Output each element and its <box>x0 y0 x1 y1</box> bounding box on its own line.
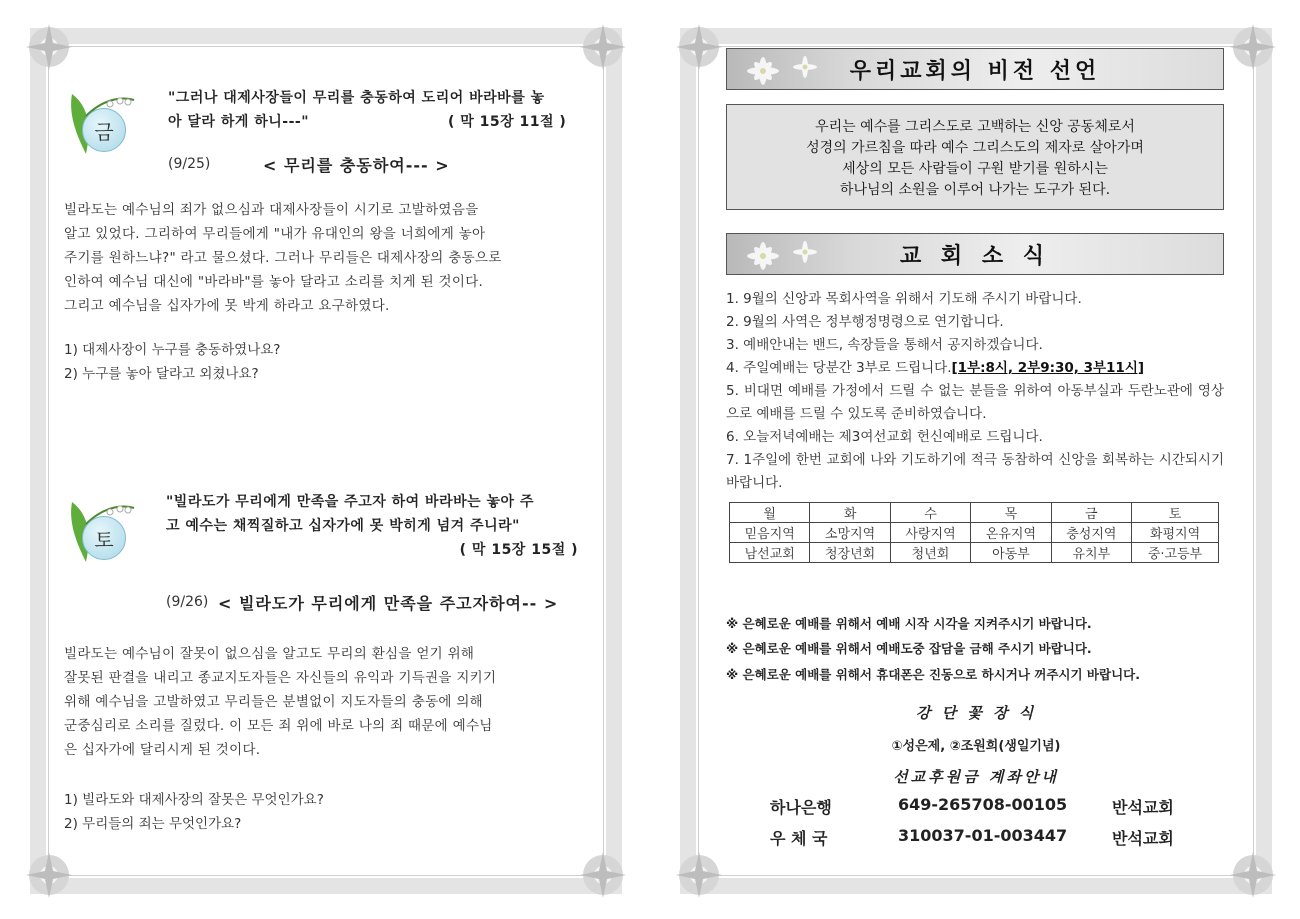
news-item-worship-times <box>726 357 1224 380</box>
quote-line: 고 예수는 채찍질하고 십자가에 못 박히게 넘겨 주니라" <box>166 518 520 534</box>
table-cell: 온유지역 <box>971 523 1051 543</box>
table-header: 수 <box>890 503 970 523</box>
table-cell: 유치부 <box>1051 543 1131 563</box>
frame-border-top <box>30 28 622 44</box>
corner-flourish-icon <box>22 20 76 74</box>
devotional-body <box>64 642 586 762</box>
body-line: 빌라도는 예수님의 죄가 없으심과 대제사장들이 시기로 고발하였음을 <box>64 202 479 218</box>
right-page <box>680 28 1272 894</box>
table-header: 토 <box>1132 503 1219 523</box>
bank-name: 우 체 국 <box>770 829 828 848</box>
worship-notice: ※ 은혜로운 예배를 위해서 예배도중 잡담을 금해 주시기 바랍니다. <box>726 641 1092 656</box>
day-badge: 토 <box>82 516 126 560</box>
news-item: 3. 예배안내는 밴드, 속장들을 통해서 공지하겠습니다. <box>726 337 1043 353</box>
lily-badge-friday <box>66 86 146 166</box>
worship-notice: ※ 은혜로운 예배를 위해서 휴대폰은 진동으로 하시거나 꺼주시기 바랍니다. <box>726 667 1140 682</box>
body-line: 인하여 예수님 대신에 "바라바"를 놓아 달라고 소리를 치게 된 것이다. <box>64 274 484 290</box>
worship-times: [1부:8시, 2부9:30, 3부11시] <box>951 360 1145 376</box>
frame-border-bottom <box>680 878 1272 894</box>
table-header: 금 <box>1051 503 1131 523</box>
account-number: 649-265708-00105 <box>898 795 1068 814</box>
news-banner <box>726 233 1224 275</box>
corner-flourish-icon <box>672 20 726 74</box>
daisy-flowers-icon <box>733 53 843 89</box>
news-title: 교 회 소 식 <box>900 243 1050 269</box>
table-cell: 청년회 <box>890 543 970 563</box>
entry-date: (9/26) <box>166 594 209 610</box>
question: 1) 대제사장이 누구를 충동하였나요? <box>64 342 281 358</box>
entry-subtitle: < 빌라도가 무리에게 만족을 주고자하여-- > <box>218 594 559 613</box>
frame-border-right <box>1256 28 1272 894</box>
news-item: 6. 오늘저녁예배는 제3여선교회 헌신예배로 드립니다. <box>726 429 1043 445</box>
table-header: 목 <box>971 503 1051 523</box>
bank-account-title: 선교후원금 계좌안내 <box>893 768 1059 786</box>
question-list <box>64 338 280 386</box>
body-line: 잘못된 판결을 내리고 종교지도자들은 자신들의 유익과 기득권을 지키기 <box>64 670 497 686</box>
vision-banner <box>726 48 1224 90</box>
table-cell: 아동부 <box>971 543 1051 563</box>
frame-border-right <box>606 28 622 894</box>
vision-line: 우리는 예수를 그리스도로 고백하는 신앙 공동체로서 <box>815 119 1135 135</box>
scripture-quote <box>166 490 590 562</box>
vision-line: 성경의 가르침을 따라 예수 그리스도의 제자로 살아가며 <box>806 140 1144 156</box>
news-item: 2. 9월의 사역은 정부행정명령으로 연기합니다. <box>726 314 1004 330</box>
table-header: 월 <box>730 503 810 523</box>
table-cell: 소망지역 <box>810 523 890 543</box>
table-cell: 사랑지역 <box>890 523 970 543</box>
news-item: 5. 비대면 예배를 가정에서 드릴 수 없는 분들을 위하여 아동부실과 두란노관에 영상으로 예배를 드릴 수 있도록 준비하였습니다. <box>726 383 1224 422</box>
news-item-text: 4. 주일예배는 당분간 3부로 드립니다. <box>726 360 952 376</box>
body-line: 은 십자가에 달리시게 된 것이다. <box>64 742 261 758</box>
vision-line: 하나님의 소원을 이루어 나가는 도구가 된다. <box>839 182 1111 198</box>
church-news-list <box>726 288 1224 495</box>
corner-flourish-icon <box>1226 20 1280 74</box>
altar-flowers-title: 강 단 꽃 장 식 <box>915 704 1037 722</box>
news-item: 1. 9월의 신앙과 목회사역을 위해서 기도해 주시기 바랍니다. <box>726 291 1082 307</box>
table-cell: 청장년회 <box>810 543 890 563</box>
frame-border-bottom <box>30 878 622 894</box>
scripture-reference: ( 막 15장 11절 ) <box>448 114 567 130</box>
news-item: 7. 1주일에 한번 교회에 나와 기도하기에 적극 동참하여 신앙을 회복하는 시간되시기 바랍니다. <box>726 452 1224 491</box>
table-header-row <box>730 503 1219 523</box>
corner-flourish-icon <box>576 848 630 902</box>
altar-flowers-names: ①성은제, ②조원희(생일기념) <box>891 739 1061 754</box>
frame-border-left <box>30 28 46 894</box>
body-line: 주기를 원하느냐?" 라고 물으셨다. 그러나 무리들은 대제사장의 충동으로 <box>64 250 502 266</box>
devotional-body <box>64 198 586 318</box>
lily-badge-saturday <box>66 494 146 574</box>
question: 2) 무리들의 죄는 무엇인가요? <box>64 816 242 832</box>
table-cell: 남선교회 <box>730 543 810 563</box>
frame-border-left <box>680 28 696 894</box>
quote-line-container <box>168 110 588 134</box>
table-header: 화 <box>810 503 890 523</box>
question-list <box>64 788 324 836</box>
scripture-quote <box>168 86 588 134</box>
corner-flourish-icon <box>576 20 630 74</box>
quote-line: "그러나 대제사장들이 무리를 충동하여 도리어 바라바를 놓 <box>168 90 545 106</box>
entry-subtitle: < 무리를 충동하여--- > <box>263 156 450 175</box>
vision-line: 세상의 모든 사람들이 구원 받기를 원하시는 <box>842 161 1108 177</box>
corner-flourish-icon <box>1226 848 1280 902</box>
day-badge: 금 <box>82 108 126 152</box>
daisy-flowers-icon <box>733 238 843 274</box>
quote-line: "빌라도가 무리에게 만족을 주고자 하여 바라바는 놓아 주 <box>166 494 534 510</box>
corner-flourish-icon <box>672 848 726 902</box>
table-row <box>730 523 1219 543</box>
account-holder: 반석교회 <box>1112 798 1174 817</box>
bank-name: 하나은행 <box>770 798 832 817</box>
table-cell: 충성지역 <box>1051 523 1131 543</box>
table-cell: 중·고등부 <box>1132 543 1219 563</box>
question: 1) 빌라도와 대제사장의 잘못은 무엇인가요? <box>64 792 324 808</box>
body-line: 빌라도는 예수님이 잘못이 없으심을 알고도 무리의 환심을 얻기 위해 <box>64 646 475 662</box>
corner-flourish-icon <box>22 848 76 902</box>
left-page <box>30 28 622 894</box>
vision-title: 우리교회의 비전 선언 <box>849 58 1101 84</box>
entry-date: (9/25) <box>168 156 211 172</box>
body-line: 군중심리로 소리를 질렀다. 이 모든 죄 위에 바로 나의 죄 때문에 예수님 <box>64 718 493 734</box>
question: 2) 누구를 놓아 달라고 외쳤나요? <box>64 366 259 382</box>
table-cell: 믿음지역 <box>730 523 810 543</box>
worship-notice: ※ 은혜로운 예배를 위해서 예배 시작 시각을 지켜주시기 바랍니다. <box>726 616 1092 631</box>
body-line: 그리고 예수님을 십자가에 못 박게 하라고 요구하였다. <box>64 298 390 314</box>
account-number: 310037-01-003447 <box>898 826 1068 845</box>
quote-line: 아 달라 하게 하니---" <box>168 114 310 130</box>
scripture-reference: ( 막 15장 15절 ) <box>459 542 578 558</box>
table-row <box>730 543 1219 563</box>
zone-schedule-table <box>729 502 1219 563</box>
body-line: 위해 예수님을 고발하였고 무리들은 분별없이 지도자들의 충동에 의해 <box>64 694 484 710</box>
frame-border-top <box>680 28 1272 44</box>
account-holder: 반석교회 <box>1112 829 1174 848</box>
body-line: 알고 있었다. 그리하여 무리들에게 "내가 유대인의 왕을 너희에게 놓아 <box>64 226 486 242</box>
vision-statement-box <box>726 104 1224 210</box>
table-cell: 화평지역 <box>1132 523 1219 543</box>
